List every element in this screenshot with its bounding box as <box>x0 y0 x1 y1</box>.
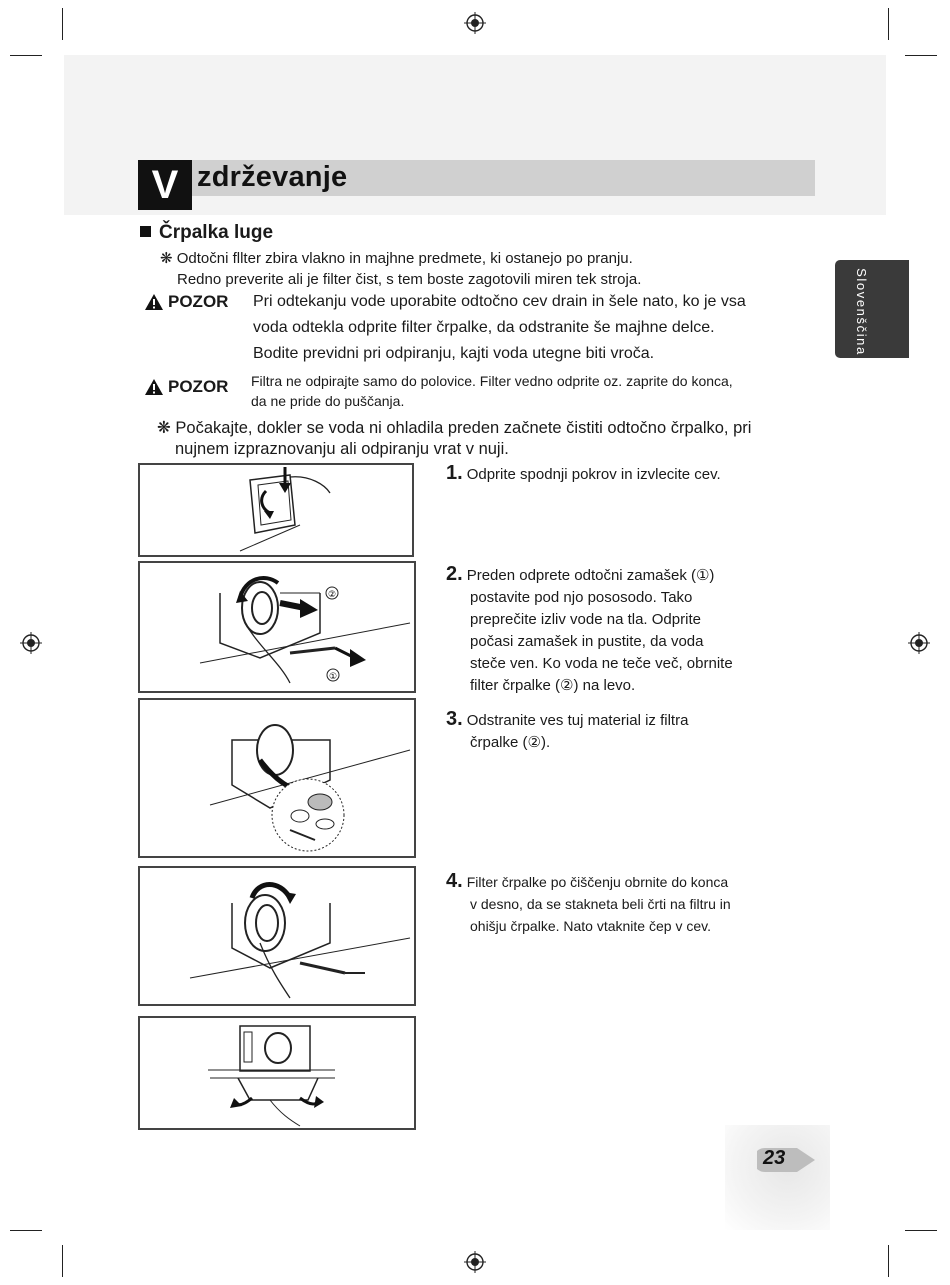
figure-open-cover <box>138 463 414 557</box>
language-tab-label: Slovenščina <box>854 268 870 356</box>
step-number: 2. <box>446 563 463 585</box>
open-cover-illustration <box>140 465 412 555</box>
step-number: 3. <box>446 708 463 730</box>
registration-mark-icon <box>464 1251 486 1273</box>
step-text-line: Filter črpalke po čiščenju obrnite do konca <box>466 874 729 890</box>
step-text-line: postavite pod njo pososodo. Tako <box>470 589 693 606</box>
page-number-badge <box>757 1144 817 1176</box>
registration-mark-icon <box>908 632 930 654</box>
page-number-background <box>725 1125 830 1230</box>
section-title <box>140 222 273 244</box>
warning-triangle-icon <box>144 293 164 311</box>
close-filter-illustration <box>140 868 414 1004</box>
note-line-2: nujnem izpraznovanju ali odpiranju vrat v nuji. <box>175 440 509 458</box>
page-number: 23 <box>763 1147 786 1169</box>
crop-mark <box>62 8 63 40</box>
warning-text-line: Bodite previdni pri odpiranju, kajti voda utegne biti vroča. <box>253 345 655 362</box>
bullet-square-icon <box>140 226 151 237</box>
step-text-line: v desno, da se stakneta beli črti na filtru in <box>470 896 731 912</box>
crop-mark <box>905 1230 937 1231</box>
warning-text-line: da ne pride do puščanja. <box>251 393 405 409</box>
figure-label-two: ② <box>327 590 337 600</box>
drain-plug-illustration <box>140 563 414 691</box>
step-text-line: filter črpalke (②) na levo. <box>470 677 636 694</box>
step-2 <box>446 563 733 697</box>
warning-label <box>144 377 228 397</box>
step-3 <box>446 708 688 754</box>
warning-text-line: voda odtekla odprite filter črpalke, da odstranite še majhne delce. <box>253 319 715 336</box>
page-title: zdrževanje <box>197 161 348 193</box>
warning-text-line: Filtra ne odpirajte samo do polovice. Filter vedno odprite oz. zaprite do konca, <box>251 373 733 389</box>
warning-triangle-icon <box>144 378 164 396</box>
crop-mark <box>888 1245 889 1277</box>
step-4 <box>446 870 731 937</box>
step-text-line: ohišju črpalke. Nato vtaknite čep v cev. <box>470 918 711 934</box>
step-text-line: steče ven. Ko voda ne teče več, obrnite <box>470 655 733 672</box>
step-text-line: črpalke (②). <box>470 734 551 751</box>
crop-mark <box>62 1245 63 1277</box>
figure-close-cover <box>138 1016 416 1130</box>
step-number: 4. <box>446 870 463 892</box>
warning-label-text: POZOR <box>168 377 229 396</box>
intro-line-2: Redno preverite ali je filter čist, s tem boste zagotovili miren tek stroja. <box>177 271 642 288</box>
crop-mark <box>905 55 937 56</box>
header-initial-letter: V <box>138 160 192 210</box>
warning-text-line: Pri odtekanju vode uporabite odtočno cev drain in šele nato, ko je vsa <box>253 293 746 310</box>
figure-clean-filter <box>138 698 416 858</box>
intro-line-1: ❋ Odtočni fllter zbira vlakno in majhne predmete, ki ostanejo po pranju. <box>160 250 633 267</box>
figure-close-filter <box>138 866 416 1006</box>
note-line-1: ❋ Počakajte, dokler se voda ni ohladila preden začnete čistiti odtočno črpalko, pri <box>157 419 752 437</box>
step-text-line: Preden odprete odtočni zamašek (①) <box>466 567 715 584</box>
step-text-line: Odprite spodnji pokrov in izvlecite cev. <box>466 466 721 483</box>
section-title-text: Črpalka luge <box>159 222 274 243</box>
figure-drain-plug <box>138 561 416 693</box>
step-number: 1. <box>446 462 463 484</box>
language-tab <box>835 260 909 358</box>
registration-mark-icon <box>20 632 42 654</box>
warning-label <box>144 292 228 312</box>
step-text-line: počasi zamašek in pustite, da voda <box>470 633 704 650</box>
figure-label-one: ① <box>328 672 338 682</box>
crop-mark <box>10 1230 42 1231</box>
clean-filter-illustration <box>140 700 414 856</box>
step-1 <box>446 462 721 486</box>
close-cover-illustration <box>140 1018 414 1128</box>
registration-mark-icon <box>464 12 486 34</box>
crop-mark <box>888 8 889 40</box>
warning-label-text: POZOR <box>168 292 229 311</box>
step-text-line: preprečite izliv vode na tla. Odprite <box>470 611 701 628</box>
step-text-line: Odstranite ves tuj material iz filtra <box>466 712 689 729</box>
crop-mark <box>10 55 42 56</box>
